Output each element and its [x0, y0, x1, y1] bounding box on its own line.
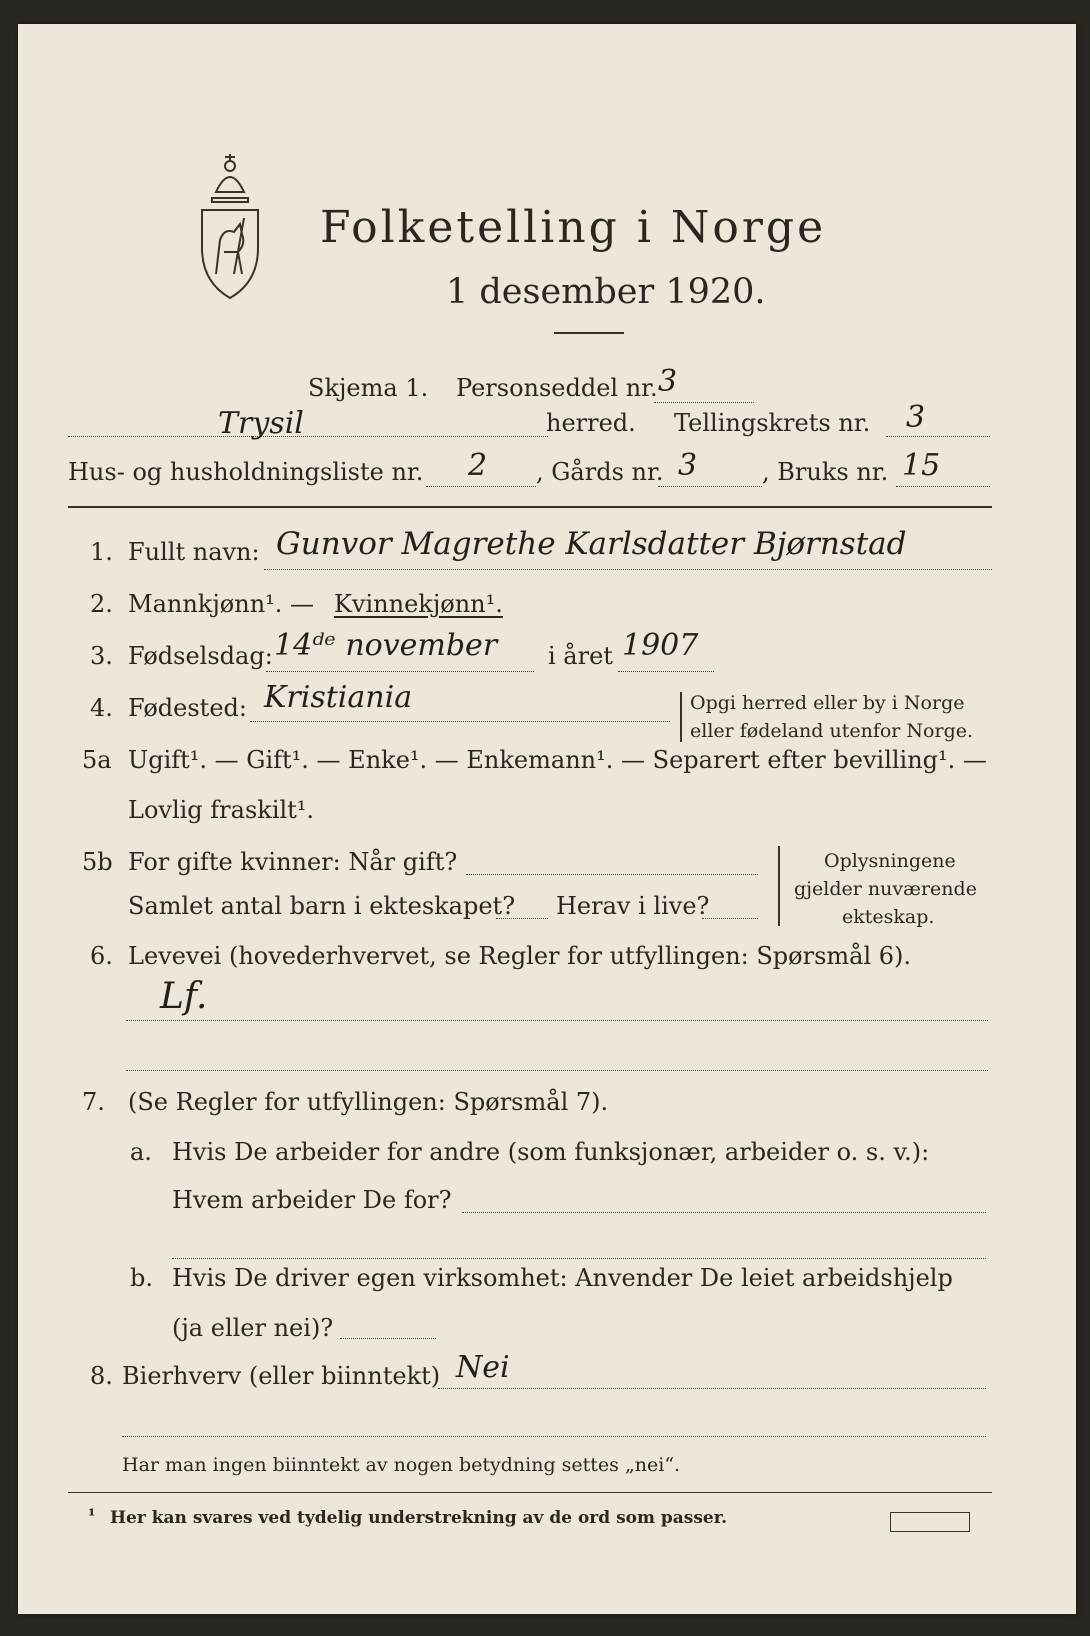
q5a-number: 5a — [82, 746, 112, 774]
norwegian-coat-of-arms-icon — [194, 152, 266, 302]
footnote-mark: ¹ — [88, 1506, 96, 1526]
personseddel-label: Personseddel nr. — [456, 374, 658, 402]
occupation-value[interactable]: Lf. — [160, 976, 208, 1017]
full-name-label: Fullt navn: — [128, 538, 260, 566]
full-name-value[interactable]: Gunvor Magrethe Karlsdatter Bjørnstad — [276, 526, 907, 562]
side-income-label: Bierhverv (eller biinntekt) — [122, 1362, 441, 1390]
gender-female[interactable]: Kvinnekjønn¹. — [334, 590, 503, 618]
q7-number: 7. — [82, 1088, 105, 1116]
birth-year-label: i året — [548, 642, 613, 670]
hus-value[interactable]: 2 — [468, 448, 488, 483]
bruks-label: , Bruks nr. — [762, 458, 889, 486]
q1-number: 1. — [90, 538, 113, 566]
marital-status-divorced[interactable]: Lovlig fraskilt¹. — [128, 796, 315, 824]
q6-number: 6. — [90, 942, 113, 970]
herred-label: herred. — [546, 409, 636, 437]
herred-value[interactable]: Trysil — [218, 406, 304, 441]
title-divider — [554, 332, 624, 334]
side-income-value[interactable]: Nei — [456, 1350, 510, 1385]
q5b-number: 5b — [82, 848, 113, 876]
gender-male[interactable]: Mannkjønn¹. — — [128, 590, 315, 618]
birthday-label: Fødselsdag: — [128, 642, 273, 670]
q2-number: 2. — [90, 590, 113, 618]
footer-rule — [68, 1492, 992, 1493]
tellingskrets-label: Tellingskrets nr. — [674, 409, 871, 437]
q7-label: (Se Regler for utfyllingen: Spørsmål 7). — [128, 1088, 609, 1116]
form-title: Folketelling i Norge — [320, 202, 827, 253]
birthplace-note-1: Opgi herred eller by i Norge — [690, 692, 965, 714]
header-rule — [68, 506, 992, 508]
q7b-number: b. — [130, 1264, 153, 1292]
birthday-value[interactable]: 14ᵈᵉ november — [274, 628, 498, 663]
q4-number: 4. — [90, 694, 113, 722]
self-employed-label: Hvis De driver egen virksomhet: Anvender De leiet arbeidshjelp — [172, 1264, 953, 1292]
census-form — [18, 24, 1076, 1614]
birthplace-note-2: eller fødeland utenfor Norge. — [690, 720, 974, 742]
children-alive-label: Herav i live? — [556, 892, 710, 920]
printer-stamp — [890, 1512, 970, 1532]
birthplace-label: Fødested: — [128, 694, 247, 722]
tellingskrets-value[interactable]: 3 — [906, 400, 926, 435]
employer-label: Hvem arbeider De for? — [172, 1186, 452, 1214]
birthplace-value[interactable]: Kristiania — [264, 680, 413, 715]
footnote: Her kan svares ved tydelig understrekning av de ord som passer. — [110, 1508, 728, 1528]
occupation-label: Levevei (hovederhvervet, se Regler for utfyllingen: Spørsmål 6). — [128, 942, 912, 970]
gards-label: , Gårds nr. — [536, 458, 664, 486]
hus-label: Hus- og husholdningsliste nr. — [68, 458, 424, 486]
q3-number: 3. — [90, 642, 113, 670]
form-subtitle: 1 desember 1920. — [446, 272, 766, 312]
marriage-note-3: ekteskap. — [842, 906, 935, 928]
bruks-value[interactable]: 15 — [902, 448, 941, 483]
marital-status-options[interactable]: Ugift¹. — Gift¹. — Enke¹. — Enkemann¹. — Separert efter bevilling¹. — — [128, 746, 987, 774]
personseddel-value[interactable]: 3 — [658, 364, 678, 399]
gards-value[interactable]: 3 — [678, 448, 698, 483]
q7a-number: a. — [130, 1138, 152, 1166]
skjema-label: Skjema 1. — [308, 374, 429, 402]
marriage-note-2: gjelder nuværende — [794, 878, 977, 900]
birth-year-value[interactable]: 1907 — [622, 628, 699, 663]
children-count-label: Samlet antal barn i ekteskapet? — [128, 892, 516, 920]
q8-number: 8. — [90, 1362, 113, 1390]
hired-help-label: (ja eller nei)? — [172, 1314, 334, 1342]
footer-note: Har man ingen biinntekt av nogen betydning settes „nei“. — [122, 1454, 681, 1476]
employee-label: Hvis De arbeider for andre (som funksjonær, arbeider o. s. v.): — [172, 1138, 930, 1166]
marriage-note-1: Oplysningene — [824, 850, 956, 872]
married-when-label: For gifte kvinner: Når gift? — [128, 848, 458, 876]
